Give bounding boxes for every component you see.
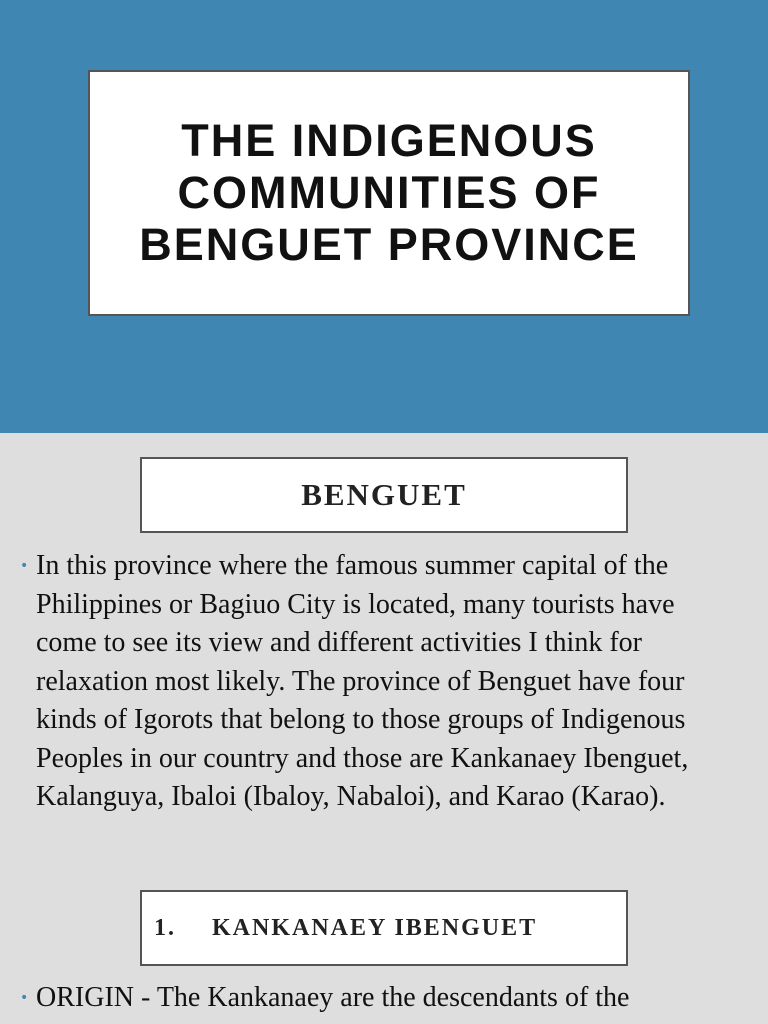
bullet-dot-icon: • <box>20 558 29 574</box>
origin-text: - The Kankanaey are the descendants of the <box>134 982 630 1013</box>
subsection-heading <box>154 915 537 942</box>
title-slide <box>0 0 768 433</box>
slide-title: THE INDIGENOUS COMMUNITIES OF BENGUET PROVINCE <box>139 115 639 270</box>
intro-paragraph: In this province where the famous summer capital of the Philippines or Bagiuo City is located, many tourists have come to see its view and different activities I think for relaxation most likely. The province of Benguet have four kinds of Igorots that belong to those groups of Indigenous Peoples in our country and those are Kankanaey Ibenguet, Kalanguya, Ibaloi (Ibaloy, Nabaloi), and Karao (Karao). <box>36 550 689 812</box>
intro-paragraph-block <box>20 547 740 863</box>
subsection-title: KANKANAEY IBENGUET <box>212 914 538 941</box>
origin-paragraph <box>36 979 629 1018</box>
content-slide <box>0 433 768 1024</box>
bullet-item <box>20 547 740 817</box>
bullet-item <box>20 979 740 1018</box>
section-heading-box <box>140 457 628 533</box>
subsection-number: 1. <box>154 914 176 941</box>
section-heading: BENGUET <box>301 477 467 512</box>
origin-label: ORIGIN <box>36 982 134 1013</box>
subsection-heading-box <box>140 890 628 966</box>
title-box <box>88 70 690 316</box>
bullet-dot-icon: • <box>20 990 29 1006</box>
origin-paragraph-block <box>20 979 740 1024</box>
